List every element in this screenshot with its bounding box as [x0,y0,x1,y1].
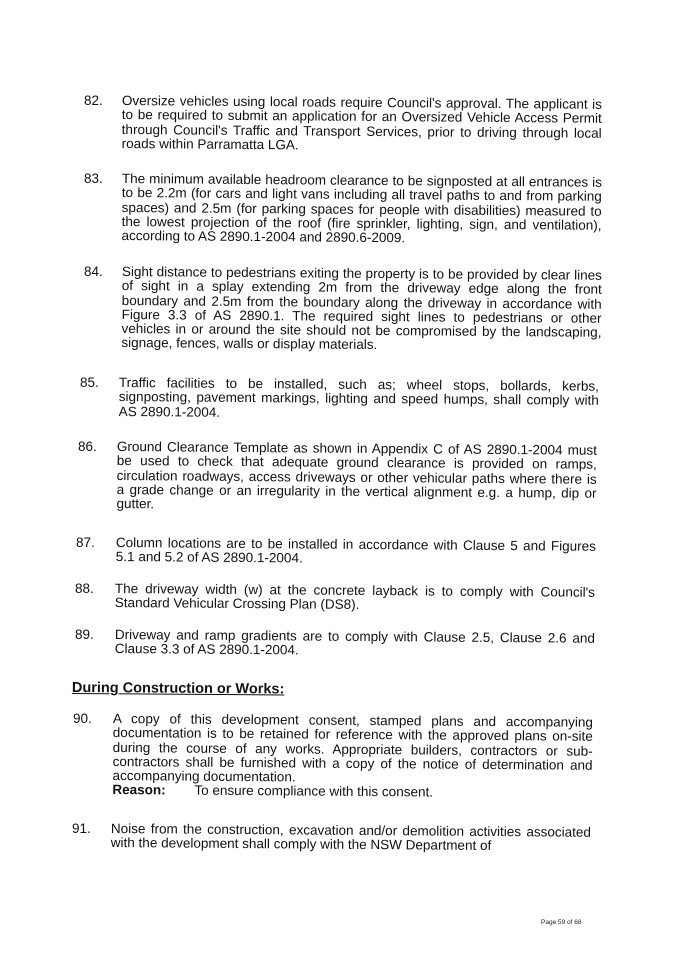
condition-text [112,712,593,802]
condition-text: Sight distance to pedestrians exiting the property is to be provided by clear lines of sight in a splay extending 2m from the driveway edge along the front boundary and 2.5m from the boundary along the driveway in accordance with Figure 3.3 of AS 2890.1. The required sight lines to pedestrians or other vehicles in or around the site should not be compromised by the landscaping, signage, fences, walls or display materials. [121,264,602,353]
condition-text: The driveway width (w) at the concrete layback is to comply with Council's Standard Vehicular Crossing Plan (DS8). [114,581,595,613]
reason-label: Reason: [112,782,166,798]
page-number-footer: Page 59 of 68 [541,919,582,926]
condition-number: 87. [76,535,95,550]
condition-number: 88. [75,581,94,596]
condition-text: The minimum available headroom clearance to be signposted at all entrances is to be 2.2m (for cars and light vans including all travel paths to and from parking spaces) and 2.5m (for parking spaces for people with disabilities) measured to the lowest projection of the roof (fire sprinkler, lighting, sign, and ventilation), according to AS 2890.1-2004 and 2890.6-2009. [121,171,602,246]
condition-number: 83. [84,171,103,186]
condition-text: Column locations are to be installed in accordance with Clause 5 and Figures 5.1 and 5.2 of AS 2890.1-2004. [115,535,596,566]
condition-number: 84. [84,264,103,279]
condition-number: 90. [73,711,92,726]
section-heading: During Construction or Works: [71,680,285,698]
reason-line [112,783,592,801]
condition-number: 89. [75,627,94,642]
condition-number: 91. [72,821,91,836]
condition-number: 85. [80,375,99,390]
condition-number: 86. [78,439,97,454]
condition-number: 82. [84,93,103,108]
reason-text: To ensure compliance with this consent. [194,783,434,800]
condition-text: Oversize vehicles using local roads require Council's approval. The applicant is to be required to submit an application for an Oversized Vehicle Access Permit through Council's Traffic and Transport Services, prior to driving through local roads within Parramatta LGA. [121,93,602,153]
condition-text: Traffic facilities to be installed, such as; wheel stops, bollards, kerbs, signposting, pavement markings, lighting and speed humps, shall comply with AS 2890.1-2004. [118,375,599,420]
condition-body-text: A copy of this development consent, stamped plans and accompanying documentation is to be retained for reference with the approved plans on-site during the course of any works. Appropriate builders, contractors or sub-contractors shall be furnished with a copy of the notice of determination and accompanying documentation. [112,711,593,785]
condition-text: Driveway and ramp gradients are to comply with Clause 2.5, Clause 2.6 and Clause 3.3 of AS 2890.1-2004. [114,627,595,658]
condition-text: Noise from the construction, excavation and/or demolition activities associated with the development shall comply with the NSW Department of [110,821,591,854]
condition-text: Ground Clearance Template as shown in Appendix C of AS 2890.1-2004 must be used to check that adequate ground clearance is provided on ramps, circulation roadways, access driveways or other vehicular paths where there is a grade change or an irregularity in the vertical alignment e.g. a hump, dip or gutter. [116,439,597,512]
